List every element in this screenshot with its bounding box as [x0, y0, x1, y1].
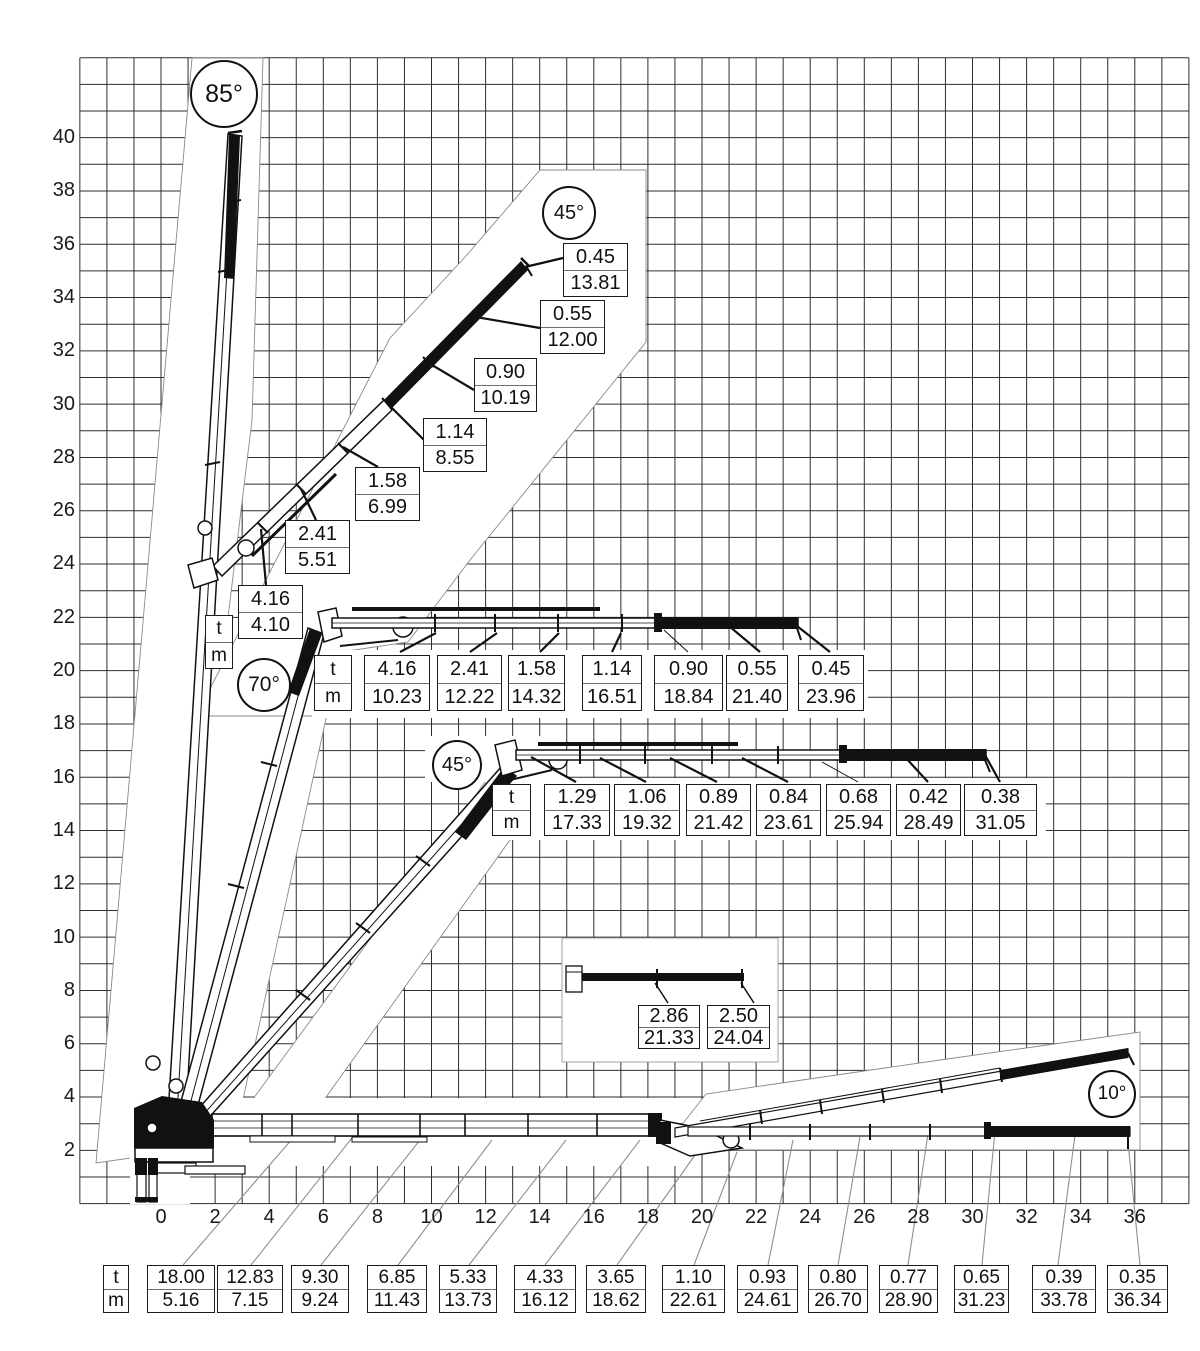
- reach-value: 16.12: [521, 1290, 569, 1312]
- load-label-box: [654, 655, 723, 711]
- reach-value: 21.33: [643, 1026, 695, 1049]
- x-axis-tick: 4: [263, 1206, 275, 1228]
- reach-value: 5.51: [298, 549, 337, 572]
- reach-value: 28.49: [903, 811, 954, 834]
- capacity-value: 4.16: [365, 656, 429, 684]
- capacity-value: 0.90: [475, 359, 536, 386]
- reach-value: 13.81: [570, 272, 621, 295]
- reach-value: 24.61: [743, 1290, 792, 1312]
- load-label-box: [614, 784, 680, 836]
- load-label-box: [586, 1265, 646, 1313]
- reach-value: 10.19: [480, 387, 531, 410]
- x-axis-tick: 14: [528, 1206, 551, 1228]
- load-label-box: [896, 784, 961, 836]
- capacity-value: 2.50: [708, 1006, 769, 1028]
- y-axis-tick: 36: [52, 232, 75, 255]
- capacity-value: 1.14: [424, 419, 486, 446]
- unit-t-label: t: [493, 785, 530, 811]
- unit-t-label: t: [315, 656, 351, 684]
- capacity-value: 0.35: [1108, 1266, 1167, 1290]
- y-axis-tick: 24: [52, 552, 75, 575]
- capacity-value: 0.80: [809, 1266, 867, 1290]
- load-label-box: [439, 1265, 497, 1313]
- angle-badge-10: 10°: [1088, 1070, 1136, 1118]
- load-label-box: [826, 784, 891, 836]
- reach-value: 9.24: [301, 1290, 339, 1312]
- load-label-box: [707, 1005, 770, 1049]
- capacity-value: 3.65: [587, 1266, 645, 1290]
- capacity-value: 12.83: [218, 1266, 282, 1290]
- load-label-box: [474, 358, 537, 412]
- capacity-value: 0.45: [564, 244, 627, 271]
- reach-value: 16.51: [586, 685, 638, 708]
- reach-value: 31.23: [957, 1290, 1006, 1312]
- capacity-value: 0.55: [541, 301, 604, 328]
- load-label-box: [638, 1005, 700, 1049]
- reach-value: 8.55: [435, 447, 475, 470]
- load-label-box: [544, 784, 610, 836]
- reach-value: 14.32: [511, 685, 562, 708]
- load-label-box: [954, 1265, 1009, 1313]
- unit-m-label: m: [503, 812, 520, 834]
- unit-t-label: t: [206, 616, 232, 643]
- unit-m-label: m: [108, 1290, 124, 1312]
- load-label-box: [563, 243, 628, 297]
- x-axis-tick: 30: [961, 1206, 984, 1228]
- y-axis-tick: 16: [52, 765, 75, 788]
- unit-t-label: t: [104, 1266, 128, 1290]
- y-axis-tick: 12: [52, 872, 75, 895]
- capacity-value: 0.89: [687, 785, 750, 811]
- reach-value: 4.10: [251, 614, 290, 637]
- reach-value: 12.00: [547, 329, 598, 352]
- x-axis-tick: 18: [636, 1206, 660, 1228]
- capacity-value: 0.68: [827, 785, 890, 811]
- load-label-box: [808, 1265, 868, 1313]
- reach-value: 10.23: [371, 685, 423, 708]
- capacity-value: 0.42: [897, 785, 960, 811]
- load-label-box: [355, 467, 420, 521]
- capacity-value: 0.55: [727, 656, 787, 684]
- angle-badge-70: 70°: [237, 658, 291, 712]
- load-label-box: [103, 1265, 129, 1313]
- x-axis-tick: 12: [474, 1206, 497, 1228]
- x-axis-tick: 0: [155, 1206, 167, 1228]
- reach-value: 36.34: [1113, 1290, 1162, 1312]
- capacity-value: 1.06: [615, 785, 679, 811]
- y-axis-tick: 10: [52, 925, 75, 948]
- capacity-value: 0.65: [955, 1266, 1008, 1290]
- reach-value: 33.78: [1040, 1290, 1088, 1312]
- load-label-box: [964, 784, 1037, 836]
- reach-value: 12.22: [444, 685, 495, 708]
- capacity-value: 5.33: [440, 1266, 496, 1290]
- y-axis-tick: 4: [63, 1085, 75, 1108]
- reach-value: 28.90: [884, 1290, 933, 1312]
- load-label-box: [798, 655, 864, 711]
- x-axis-tick: 24: [799, 1206, 822, 1228]
- load-label-box: [508, 655, 565, 711]
- load-label-box: [238, 585, 303, 639]
- capacity-value: 0.77: [880, 1266, 937, 1290]
- x-axis-tick: 10: [420, 1206, 443, 1228]
- reach-value: 24.04: [713, 1026, 764, 1049]
- capacity-value: 0.39: [1033, 1266, 1095, 1290]
- x-axis-tick: 20: [690, 1206, 714, 1228]
- capacity-value: 0.84: [757, 785, 820, 811]
- reach-value: 23.61: [763, 811, 814, 834]
- capacity-value: 1.58: [509, 656, 564, 684]
- y-axis-tick: 32: [52, 339, 75, 362]
- reach-value: 18.84: [663, 685, 714, 708]
- capacity-value: 1.10: [663, 1266, 724, 1290]
- x-axis-tick: 6: [317, 1206, 329, 1228]
- reach-value: 21.40: [731, 685, 783, 708]
- load-label-box: [662, 1265, 725, 1313]
- capacity-value: 4.33: [515, 1266, 575, 1290]
- unit-m-label: m: [325, 686, 341, 708]
- load-label-box: [879, 1265, 938, 1313]
- load-label-box: [423, 418, 487, 472]
- load-label-box: [285, 520, 350, 574]
- y-axis-tick: 8: [63, 978, 75, 1001]
- angle-badge-45-upper: 45°: [542, 186, 596, 240]
- reach-value: 5.16: [162, 1290, 200, 1312]
- load-label-box: [737, 1265, 798, 1313]
- x-axis-tick: 2: [209, 1206, 221, 1228]
- load-label-box: [686, 784, 751, 836]
- y-axis-tick: 2: [63, 1138, 75, 1161]
- reach-value: 17.33: [551, 811, 603, 834]
- reach-value: 25.94: [833, 811, 884, 834]
- reach-value: 21.42: [693, 811, 744, 834]
- y-axis-tick: 14: [52, 818, 75, 841]
- capacity-value: 2.41: [286, 521, 349, 548]
- reach-value: 7.15: [231, 1290, 269, 1312]
- capacity-value: 1.58: [356, 468, 419, 495]
- y-axis-tick: 22: [52, 605, 75, 628]
- y-axis-tick: 18: [52, 712, 75, 735]
- load-label-box: [314, 655, 352, 711]
- x-axis-tick: 8: [371, 1206, 383, 1228]
- x-axis-tick: 34: [1069, 1206, 1092, 1228]
- reach-value: 18.62: [592, 1290, 640, 1312]
- load-label-box: [217, 1265, 283, 1313]
- load-label-box: [1107, 1265, 1168, 1313]
- capacity-value: 2.86: [639, 1006, 699, 1028]
- x-axis-tick: 28: [907, 1206, 930, 1228]
- y-axis-tick: 40: [52, 126, 75, 148]
- capacity-value: 0.93: [738, 1266, 797, 1290]
- angle-badge-45-lower: 45°: [432, 740, 482, 790]
- capacity-value: 6.85: [368, 1266, 426, 1290]
- y-axis-tick: 20: [52, 659, 75, 681]
- load-label-box: [437, 655, 502, 711]
- reach-value: 26.70: [814, 1290, 862, 1312]
- reach-value: 6.99: [368, 496, 407, 519]
- x-axis-tick: 36: [1123, 1206, 1146, 1228]
- load-label-box: [726, 655, 788, 711]
- reach-value: 23.96: [805, 685, 857, 708]
- load-label-box: [205, 615, 233, 669]
- capacity-value: 9.30: [292, 1266, 348, 1290]
- capacity-value: 4.16: [239, 586, 302, 613]
- reach-value: 13.73: [444, 1290, 492, 1312]
- y-axis-tick: 38: [52, 179, 75, 202]
- load-label-box: [291, 1265, 349, 1313]
- reach-value: 31.05: [975, 811, 1026, 834]
- load-label-box: [756, 784, 821, 836]
- y-axis-tick: 28: [52, 445, 75, 468]
- capacity-value: 18.00: [148, 1266, 214, 1290]
- capacity-value: 0.38: [965, 785, 1036, 811]
- load-label-box: [1032, 1265, 1096, 1313]
- load-label-box: [582, 655, 642, 711]
- load-label-box: [492, 784, 531, 836]
- y-axis-tick: 26: [52, 499, 75, 522]
- reach-value: 22.61: [669, 1290, 718, 1312]
- load-label-box: [364, 655, 430, 711]
- capacity-value: 0.45: [799, 656, 863, 684]
- y-axis-tick: 6: [63, 1032, 75, 1055]
- load-label-box: [147, 1265, 215, 1313]
- reach-value: 11.43: [373, 1290, 421, 1312]
- capacity-value: 1.29: [545, 785, 609, 811]
- y-axis-tick: 30: [52, 392, 75, 415]
- x-axis-tick: 26: [853, 1206, 876, 1228]
- angle-badge-85: 85°: [190, 60, 258, 128]
- capacity-value: 2.41: [438, 656, 501, 684]
- y-axis-tick: 34: [52, 285, 75, 308]
- x-axis-tick: 22: [744, 1206, 768, 1228]
- x-axis-tick: 16: [582, 1206, 605, 1228]
- load-label-box: [540, 300, 605, 354]
- x-axis-tick: 32: [1015, 1206, 1038, 1228]
- load-label-box: [367, 1265, 427, 1313]
- reach-value: 19.32: [621, 811, 673, 834]
- unit-m-label: m: [211, 644, 227, 666]
- capacity-value: 1.14: [583, 656, 641, 684]
- load-label-box: [514, 1265, 576, 1313]
- capacity-value: 0.90: [655, 656, 722, 684]
